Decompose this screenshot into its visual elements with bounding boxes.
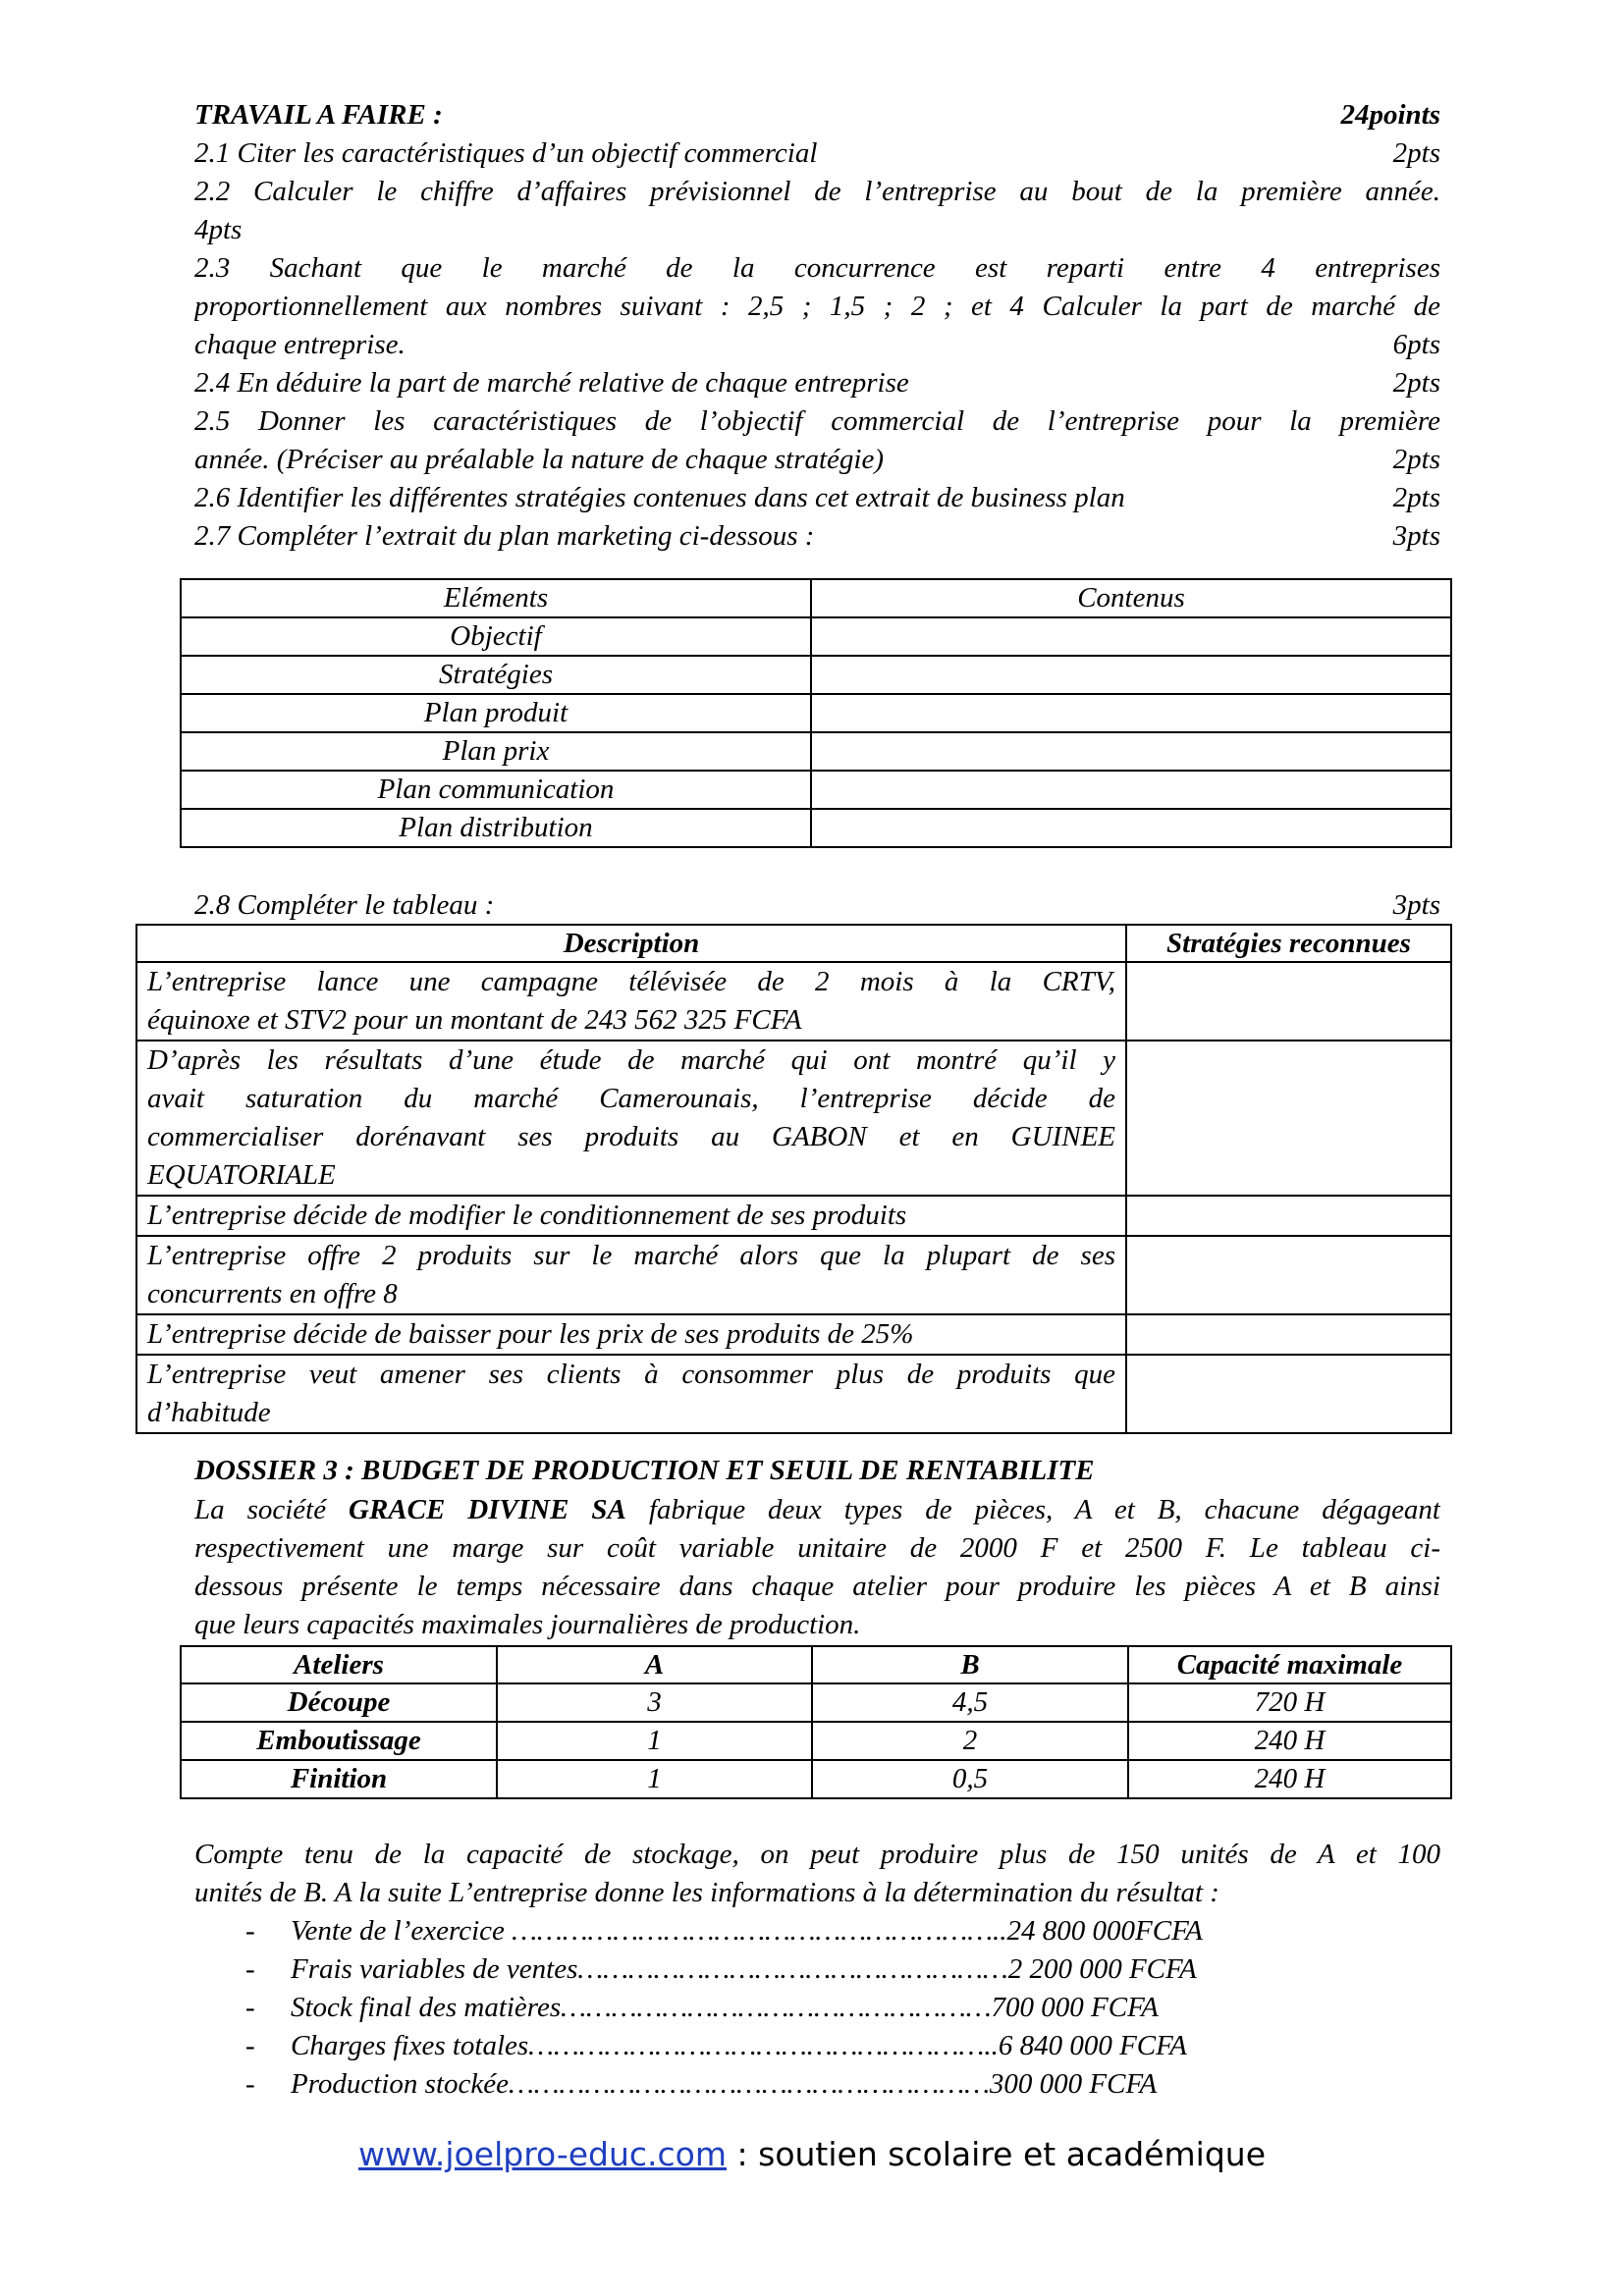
description-line: avait saturation du marché Camerounais, l’entreprise décide de <box>147 1083 1115 1114</box>
table-cell: Plan produit <box>181 694 811 732</box>
intro-text: fabrique deux types de pièces, A et B, chacune dégageant <box>625 1494 1440 1525</box>
description-cell <box>136 1355 1126 1433</box>
footer-text: : soutien scolaire et académique <box>727 2135 1267 2173</box>
description-cell <box>136 1236 1126 1314</box>
task-header <box>194 96 1440 134</box>
question-text: 2.8 Compléter le tableau : <box>194 889 495 921</box>
table-header-row <box>136 925 1451 962</box>
table-row <box>181 1722 1451 1760</box>
strategy-cell[interactable] <box>1126 1196 1451 1236</box>
strategies-table <box>135 924 1452 1434</box>
task-points: 24points <box>1340 99 1440 131</box>
table-row <box>136 1041 1451 1196</box>
table-header-cell: Contenus <box>811 579 1451 617</box>
strategy-cell[interactable] <box>1126 1314 1451 1355</box>
description-cell <box>136 1196 1126 1236</box>
description-line: D’après les résultats d’une étude de marché qui ont montré qu’il y <box>147 1044 1115 1076</box>
table-header-cell: Description <box>136 925 1126 962</box>
dossier-3-title: DOSSIER 3 : BUDGET DE PRODUCTION ET SEUIL DE RENTABILITE <box>194 1455 1095 1486</box>
question-points: 2pts <box>1392 444 1440 475</box>
table-cell: 1 <box>497 1760 812 1798</box>
content-cell[interactable] <box>811 771 1451 809</box>
description-line: L’entreprise lance une campagne télévisée de 2 mois à la CRTV, <box>147 966 1115 997</box>
question-2-2-points: 4pts <box>194 214 243 245</box>
table-header-row <box>181 1646 1451 1683</box>
question-2-7 <box>194 517 1440 556</box>
description-line: EQUATORIALE <box>147 1159 336 1191</box>
question-points: 3pts <box>1392 520 1440 552</box>
marketing-plan-table <box>180 578 1452 848</box>
question-text: 2.1 Citer les caractéristiques d’un objectif commercial <box>194 137 818 169</box>
table-header-cell: B <box>812 1646 1128 1683</box>
table-cell: 4,5 <box>812 1683 1128 1722</box>
stock-line1: Compte tenu de la capacité de stockage, on peut produire plus de 150 unités de A et 100 <box>194 1839 1440 1870</box>
workshop-name: Finition <box>181 1760 497 1798</box>
description-line: équinoxe et STV2 pour un montant de 243 562 325 FCFA <box>147 1004 802 1036</box>
question-text: 2.6 Identifier les différentes stratégies contenues dans cet extrait de business plan <box>194 482 1125 513</box>
question-text: année. (Préciser au préalable la nature de chaque stratégie) <box>194 444 884 475</box>
table-row <box>136 1236 1451 1314</box>
table-row <box>181 732 1451 771</box>
stock-section <box>194 1836 1440 2104</box>
question-text: chaque entreprise. <box>194 329 406 360</box>
description-line: L’entreprise décide de baisser pour les prix de ses produits de 25% <box>147 1318 914 1350</box>
table-cell: Plan distribution <box>181 809 811 847</box>
table-cell: 240 H <box>1128 1722 1451 1760</box>
question-2-3-line2: proportionnellement aux nombres suivant : 2,5 ; 1,5 ; 2 ; et 4 Calculer la part de marché de <box>194 291 1440 322</box>
page-footer <box>0 2135 1624 2173</box>
stock-line2: unités de B. A la suite L’entreprise donne les informations à la détermination du résultat : <box>194 1877 1219 1908</box>
list-item: - Production stockée…………………………………………………300 000 FCFA <box>194 2065 1440 2104</box>
table-cell: 2 <box>812 1722 1128 1760</box>
question-points: 3pts <box>1392 889 1440 921</box>
description-line: L’entreprise décide de modifier le conditionnement de ses produits <box>147 1200 907 1231</box>
table-row <box>136 962 1451 1041</box>
intro-line1 <box>194 1491 1440 1529</box>
content-cell[interactable] <box>811 656 1451 694</box>
task-section <box>194 96 1440 556</box>
description-line: d’habitude <box>147 1397 271 1428</box>
table-cell: 3 <box>497 1683 812 1722</box>
question-2-6 <box>194 479 1440 517</box>
table-header-cell: Eléments <box>181 579 811 617</box>
content-cell[interactable] <box>811 694 1451 732</box>
table-row <box>181 809 1451 847</box>
table-header-row <box>181 579 1451 617</box>
description-cell <box>136 1041 1126 1196</box>
company-name: GRACE DIVINE SA <box>349 1494 626 1525</box>
table-row <box>181 771 1451 809</box>
workshop-name: Emboutissage <box>181 1722 497 1760</box>
dossier-3-section <box>194 1452 1440 1644</box>
description-line: L’entreprise offre 2 produits sur le marché alors que la plupart de ses <box>147 1240 1115 1271</box>
content-cell[interactable] <box>811 809 1451 847</box>
table-cell: 240 H <box>1128 1760 1451 1798</box>
strategy-cell[interactable] <box>1126 1236 1451 1314</box>
intro-line3: dessous présente le temps nécessaire dans chaque atelier pour produire les pièces A et B ainsi <box>194 1571 1440 1602</box>
task-title: TRAVAIL A FAIRE : <box>194 99 443 131</box>
question-2-8 <box>194 886 1440 925</box>
question-2-3-line1: 2.3 Sachant que le marché de la concurrence est reparti entre 4 entreprises <box>194 252 1440 284</box>
workshop-name: Découpe <box>181 1683 497 1722</box>
description-line: concurrents en offre 8 <box>147 1278 398 1309</box>
content-cell[interactable] <box>811 617 1451 656</box>
list-item-text: Charges fixes totales………………………………………………..6 840 000 FCFA <box>291 2030 1187 2061</box>
table-cell: Stratégies <box>181 656 811 694</box>
table-row <box>136 1355 1451 1433</box>
table-row <box>181 617 1451 656</box>
question-points: 2pts <box>1392 137 1440 169</box>
table-header-cell: Stratégies reconnues <box>1126 925 1451 962</box>
table-cell: Plan prix <box>181 732 811 771</box>
intro-text: La société <box>194 1494 350 1525</box>
workshop-table <box>180 1645 1452 1799</box>
list-item: - Vente de l’exercice …………………………………………………..24 800 000FCFA <box>194 1912 1440 1950</box>
question-points: 2pts <box>1392 367 1440 399</box>
strategy-cell[interactable] <box>1126 962 1451 1041</box>
question-2-5-line2 <box>194 441 1440 479</box>
question-2-5-line1: 2.5 Donner les caractéristiques de l’objectif commercial de l’entreprise pour la première <box>194 405 1440 437</box>
list-item-text: Frais variables de ventes……………………………………………2 200 000 FCFA <box>291 1953 1197 1985</box>
list-item: - Stock final des matières……………………………………………700 000 FCFA <box>194 1989 1440 2027</box>
list-item-text: Stock final des matières……………………………………………700 000 FCFA <box>291 1992 1159 2023</box>
table-row <box>181 694 1451 732</box>
description-cell <box>136 1314 1126 1355</box>
question-text: 2.4 En déduire la part de marché relative de chaque entreprise <box>194 367 909 399</box>
table-row <box>181 656 1451 694</box>
content-cell[interactable] <box>811 732 1451 771</box>
list-item: - Charges fixes totales………………………………………………..6 840 000 FCFA <box>194 2027 1440 2065</box>
question-2-4 <box>194 364 1440 402</box>
list-item: - Frais variables de ventes……………………………………………2 200 000 FCFA <box>194 1950 1440 1989</box>
intro-line2: respectivement une marge sur coût variable unitaire de 2000 F et 2500 F. Le tableau ci- <box>194 1532 1440 1564</box>
intro-line4: que leurs capacités maximales journalières de production. <box>194 1609 861 1640</box>
table-cell: 720 H <box>1128 1683 1451 1722</box>
question-2-1 <box>194 134 1440 173</box>
strategy-cell[interactable] <box>1126 1041 1451 1196</box>
table-cell: Plan communication <box>181 771 811 809</box>
table-row <box>181 1760 1451 1798</box>
description-line: L’entreprise veut amener ses clients à consommer plus de produits que <box>147 1359 1115 1390</box>
table-row <box>136 1196 1451 1236</box>
description-cell <box>136 962 1126 1041</box>
table-cell: 1 <box>497 1722 812 1760</box>
strategy-cell[interactable] <box>1126 1355 1451 1433</box>
website-link[interactable]: www.joelpro-educ.com <box>357 2135 728 2173</box>
table-row <box>136 1314 1451 1355</box>
question-text: 2.7 Compléter l’extrait du plan marketing ci-dessous : <box>194 520 815 552</box>
question-points: 6pts <box>1392 329 1440 360</box>
table-row <box>181 1683 1451 1722</box>
description-line: commercialiser dorénavant ses produits au GABON et en GUINEE <box>147 1121 1115 1152</box>
question-2-2-line1: 2.2 Calculer le chiffre d’affaires prévisionnel de l’entreprise au bout de la première année. <box>194 176 1440 207</box>
table-cell: 0,5 <box>812 1760 1128 1798</box>
table-header-cell: Capacité maximale <box>1128 1646 1451 1683</box>
table-cell: Objectif <box>181 617 811 656</box>
list-item-text: Vente de l’exercice …………………………………………………..24 800 000FCFA <box>291 1915 1203 1947</box>
question-points: 2pts <box>1392 482 1440 513</box>
list-item-text: Production stockée…………………………………………………300 000 FCFA <box>291 2068 1158 2100</box>
table-header-cell: Ateliers <box>181 1646 497 1683</box>
question-2-3-line3 <box>194 326 1440 364</box>
table-header-cell: A <box>497 1646 812 1683</box>
